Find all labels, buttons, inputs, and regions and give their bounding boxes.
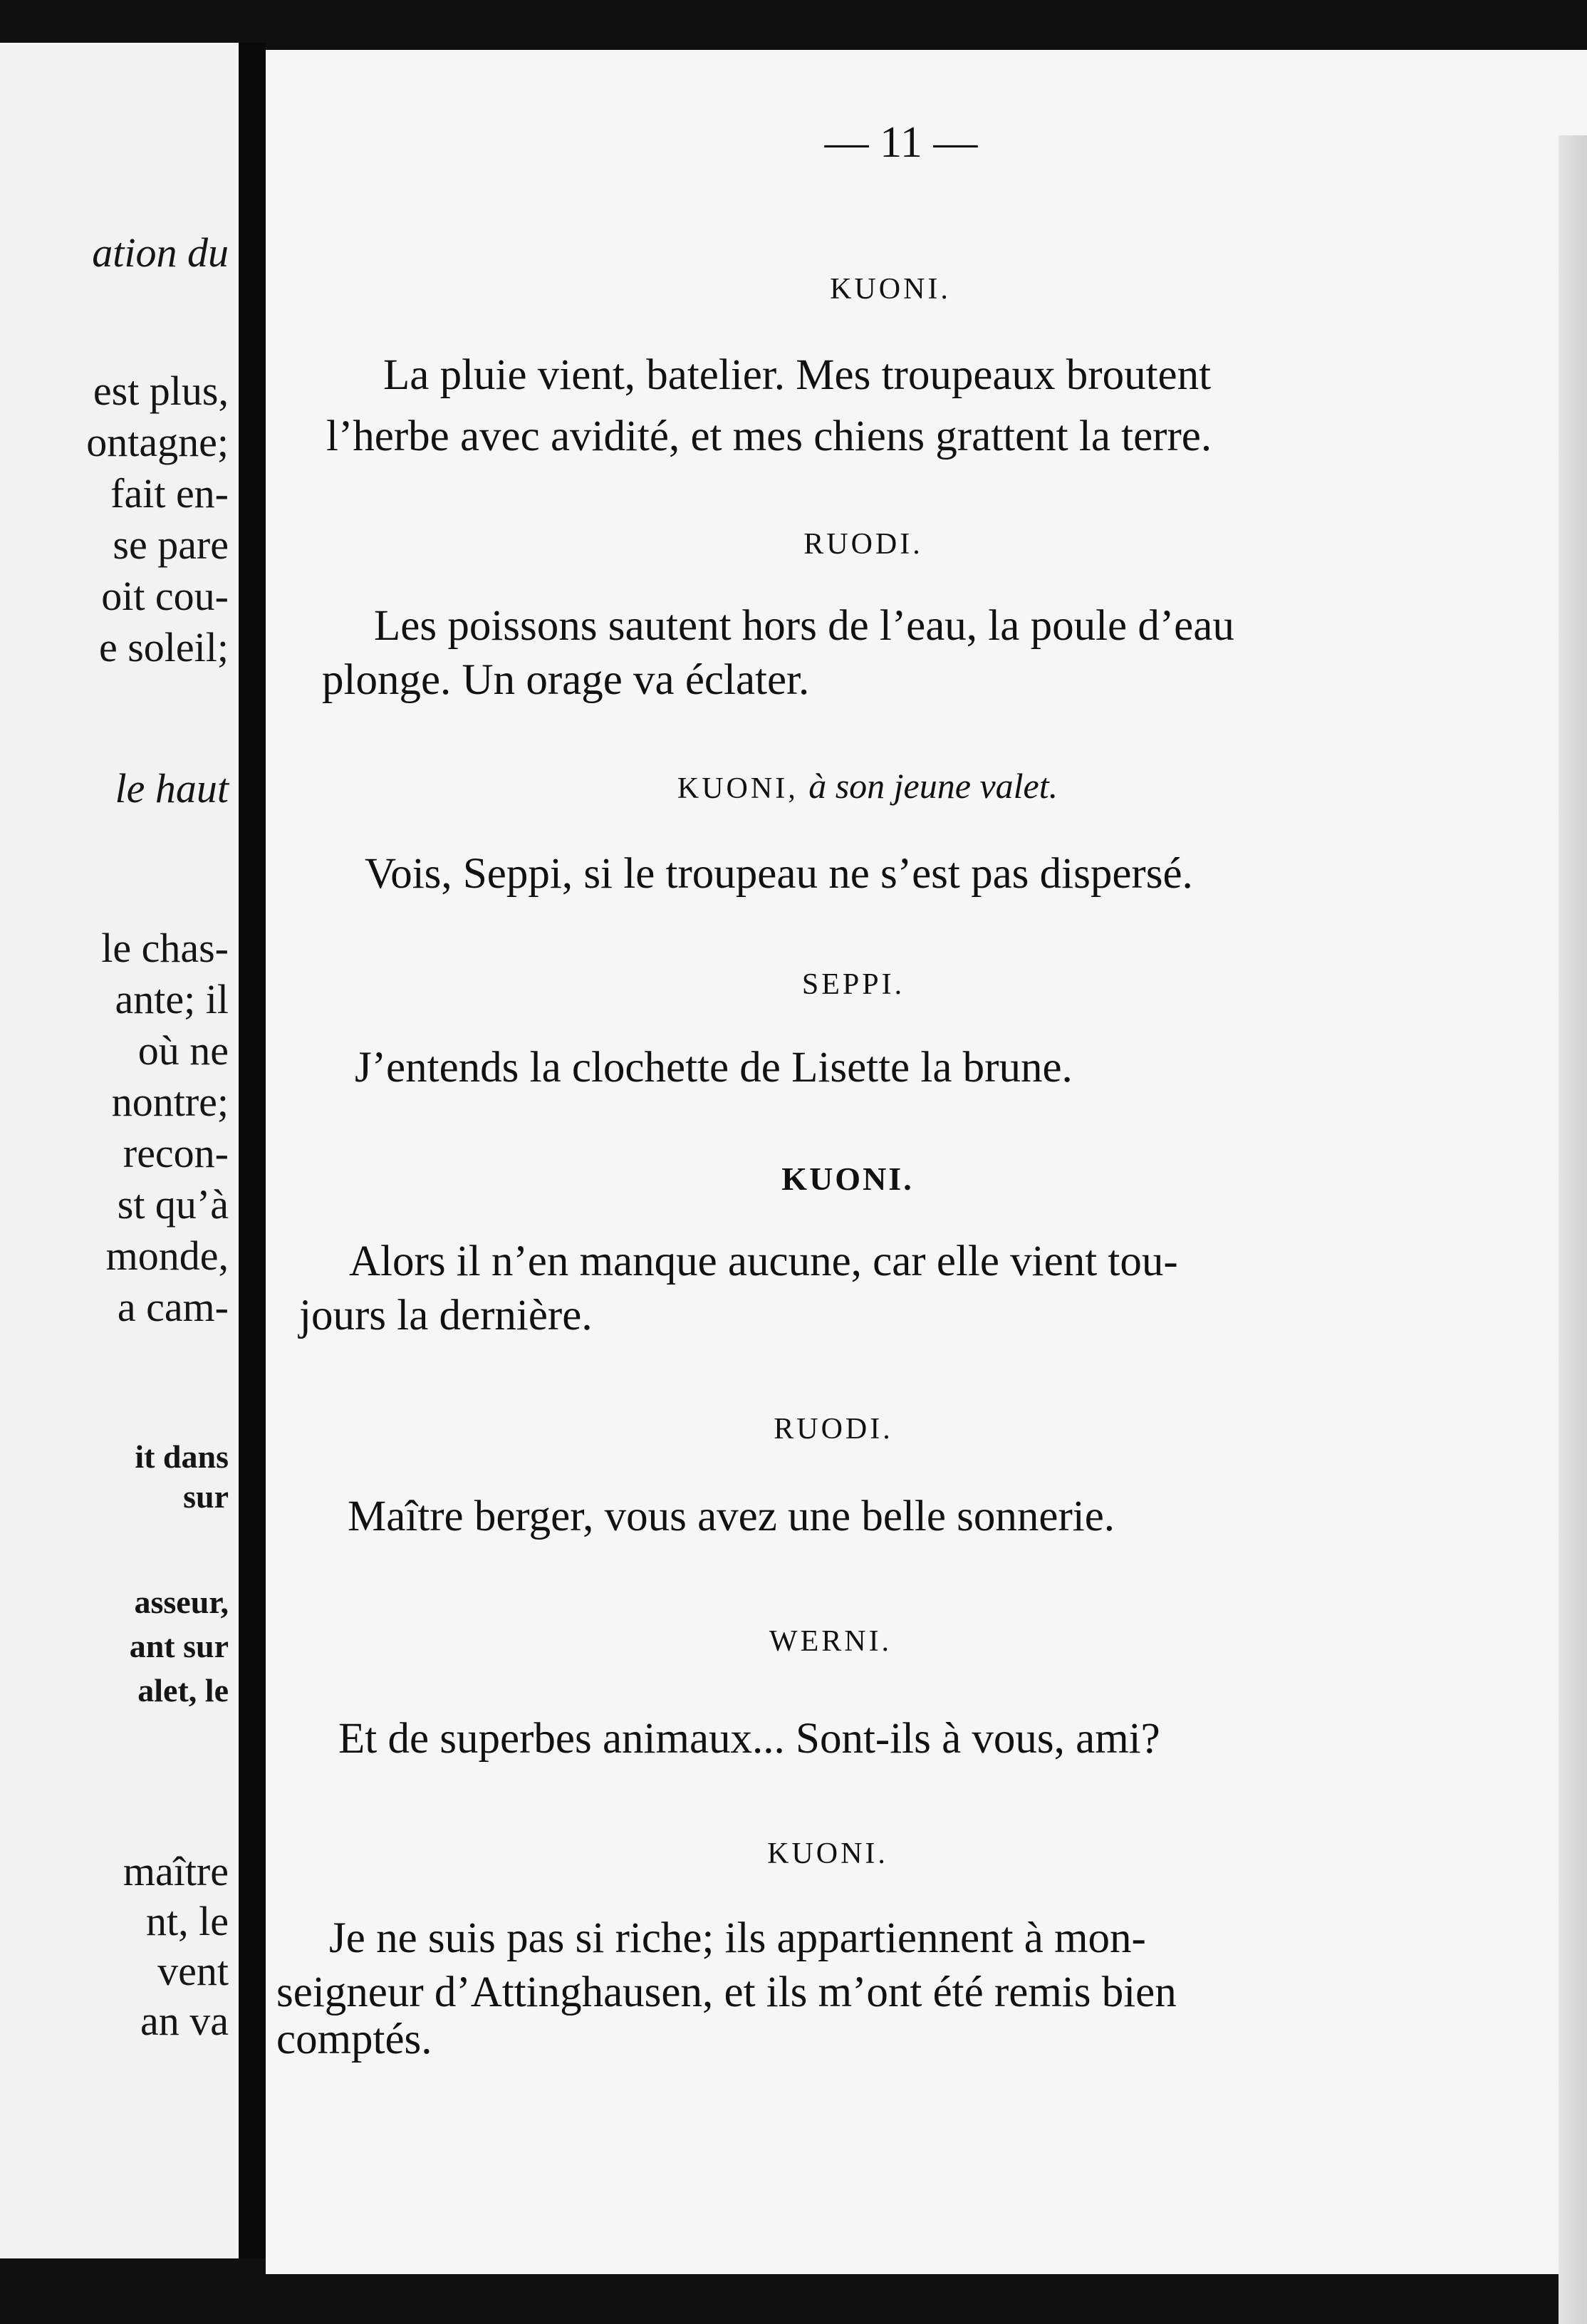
left-page-line: où ne xyxy=(137,1027,229,1074)
left-page-line: a cam- xyxy=(117,1284,229,1330)
left-page-line: an va xyxy=(140,1998,229,2044)
left-page-line: ante; il xyxy=(115,976,229,1022)
left-page-line: st qu’à xyxy=(117,1181,229,1228)
dialogue-line: J’entends la clochette de Lisette la brune. xyxy=(355,1044,1073,1091)
speaker-heading xyxy=(677,765,1058,806)
left-page-line: ant sur xyxy=(129,1628,229,1664)
dialogue-line: Et de superbes animaux... Sont-ils à vous, ami? xyxy=(338,1715,1160,1763)
speaker-name: RUODI. xyxy=(803,528,923,561)
dialogue-line: Les poissons sautent hors de l’eau, la poule d’eau xyxy=(374,602,1234,650)
left-page-line: maître xyxy=(123,1848,229,1894)
left-page-line: monde, xyxy=(105,1233,229,1279)
dialogue-line: La pluie vient, batelier. Mes troupeaux broutent xyxy=(383,351,1212,399)
dialogue-line: l’herbe avec avidité, et mes chiens grattent la terre. xyxy=(326,413,1212,460)
page-number: — 11 — xyxy=(824,118,978,167)
left-page-line: se pare xyxy=(113,522,229,568)
left-page-line: sur xyxy=(183,1478,229,1515)
stage-direction: à son jeune valet. xyxy=(808,766,1058,806)
dialogue-line: Alors il n’en manque aucune, car elle vient tou- xyxy=(349,1238,1178,1285)
left-page-line: est plus, xyxy=(93,368,229,414)
speaker-name: KUONI, xyxy=(677,772,798,805)
speaker-name: KUONI. xyxy=(830,273,951,306)
speaker-name: WERNI. xyxy=(769,1625,893,1658)
dialogue-line: Vois, Seppi, si le troupeau ne s’est pas dispersé. xyxy=(365,850,1193,898)
speaker-name: KUONI. xyxy=(767,1837,888,1870)
left-page-line: le haut xyxy=(115,765,229,811)
left-page-line: ontagne; xyxy=(86,419,229,465)
speaker-name: SEPPI. xyxy=(801,968,905,1001)
left-page-line: alet, le xyxy=(137,1672,229,1708)
speaker-name: RUODI. xyxy=(774,1413,893,1446)
speaker-name: KUONI. xyxy=(781,1161,914,1197)
dialogue-line: plonge. Un orage va éclater. xyxy=(322,656,810,704)
dialogue-line: seigneur d’Attinghausen, et ils m’ont été remis bien xyxy=(276,1968,1177,2016)
dialogue-line: comptés. xyxy=(276,2016,432,2063)
book-gutter xyxy=(239,43,266,2258)
left-page-line: recon- xyxy=(123,1130,229,1176)
dialogue-line: jours la dernière. xyxy=(299,1292,593,1339)
left-page-line: vent xyxy=(157,1948,229,1994)
dialogue-line: Je ne suis pas si riche; ils appartiennent à mon- xyxy=(329,1914,1146,1962)
left-page-line: it dans xyxy=(135,1438,229,1475)
left-page-line: e soleil; xyxy=(98,624,229,670)
left-page-line: oit cou- xyxy=(101,573,229,619)
left-page-line: fait en- xyxy=(110,470,229,517)
left-facing-page xyxy=(0,43,239,2258)
left-page-line: ation du xyxy=(92,229,229,276)
left-page-line: asseur, xyxy=(134,1584,229,1620)
dialogue-line: Maître berger, vous avez une belle sonnerie. xyxy=(348,1493,1115,1540)
left-page-line: nt, le xyxy=(146,1898,229,1944)
page-edge-shadow xyxy=(1559,135,1587,2324)
left-page-line: nontre; xyxy=(111,1079,229,1125)
left-page-line: le chas- xyxy=(101,925,229,971)
